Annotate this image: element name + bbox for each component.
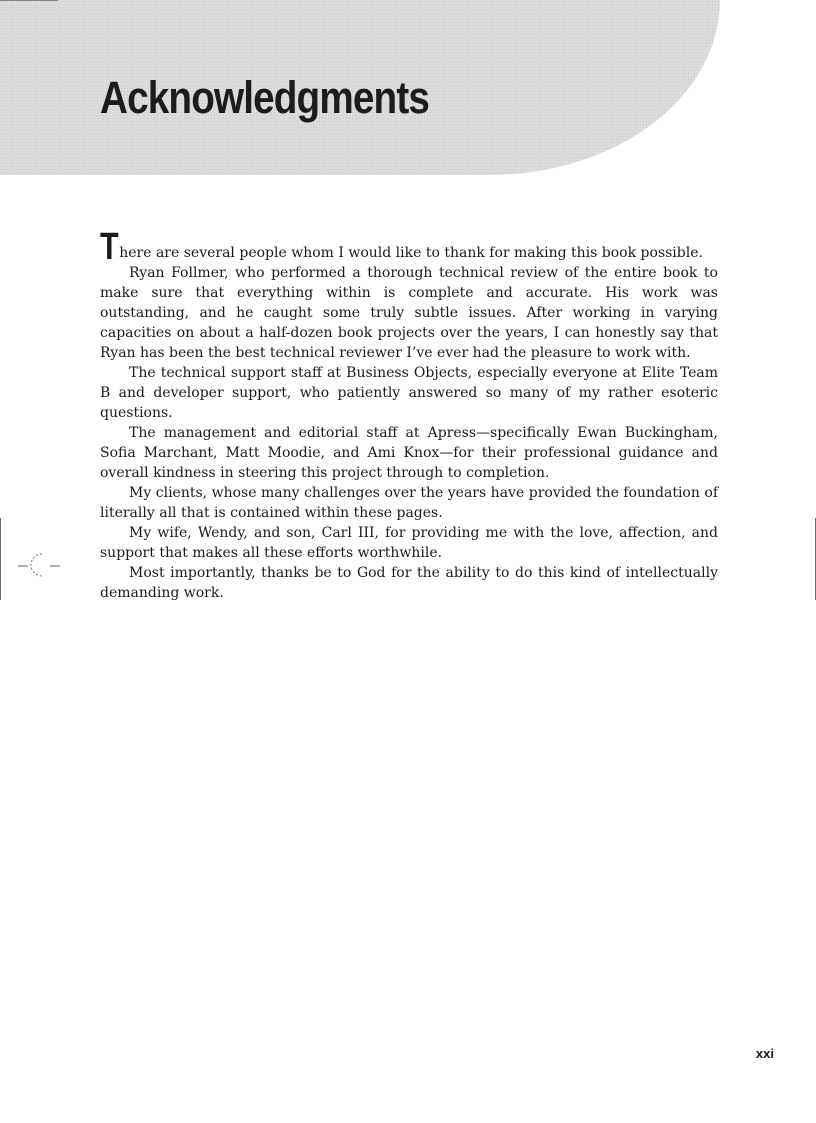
paragraph-support-staff: The technical support staff at Business Objects, especially everyone at Elite Team B and developer support, who patiently answered so many of my rather esoteric questions.: [100, 365, 718, 421]
paragraph-reviewer: Ryan Follmer, who performed a thorough technical review of the entire book to make sure that everything within is complete and accurate. His work was outstanding, and he caught some truly subtle issues. After working in varying capacities on about a half-dozen book projects over the years, I can honestly say that Ryan has been the best technical reviewer I’ve ever had the pleasure to work with.: [100, 265, 718, 361]
chapter-title: Acknowledgments: [100, 72, 430, 123]
acknowledgments-body: [100, 226, 718, 603]
registration-mark-icon: [18, 548, 62, 580]
top-crop-rule: [0, 0, 58, 1]
left-margin-rule: [0, 518, 1, 600]
paragraph-clients: My clients, whose many challenges over the years have provided the foundation of literally all that is contained within these pages.: [100, 485, 718, 521]
drop-cap: T: [100, 226, 119, 268]
page-number: xxi: [755, 1046, 774, 1061]
paragraph-family: My wife, Wendy, and son, Carl III, for providing me with the love, affection, and support that makes all these efforts worthwhile.: [100, 525, 718, 561]
paragraph-intro: [100, 226, 718, 268]
paragraph-god: Most importantly, thanks be to God for the ability to do this kind of intellectually demanding work.: [100, 565, 718, 601]
paragraph-intro-text: here are several people whom I would like to thank for making this book possible.: [119, 245, 703, 261]
paragraph-editorial-staff: The management and editorial staff at Apress—specifically Ewan Buckingham, Sofia Marchant, Matt Moodie, and Ami Knox—for their professional guidance and overall kindness in steering this project through to completion.: [100, 425, 718, 481]
